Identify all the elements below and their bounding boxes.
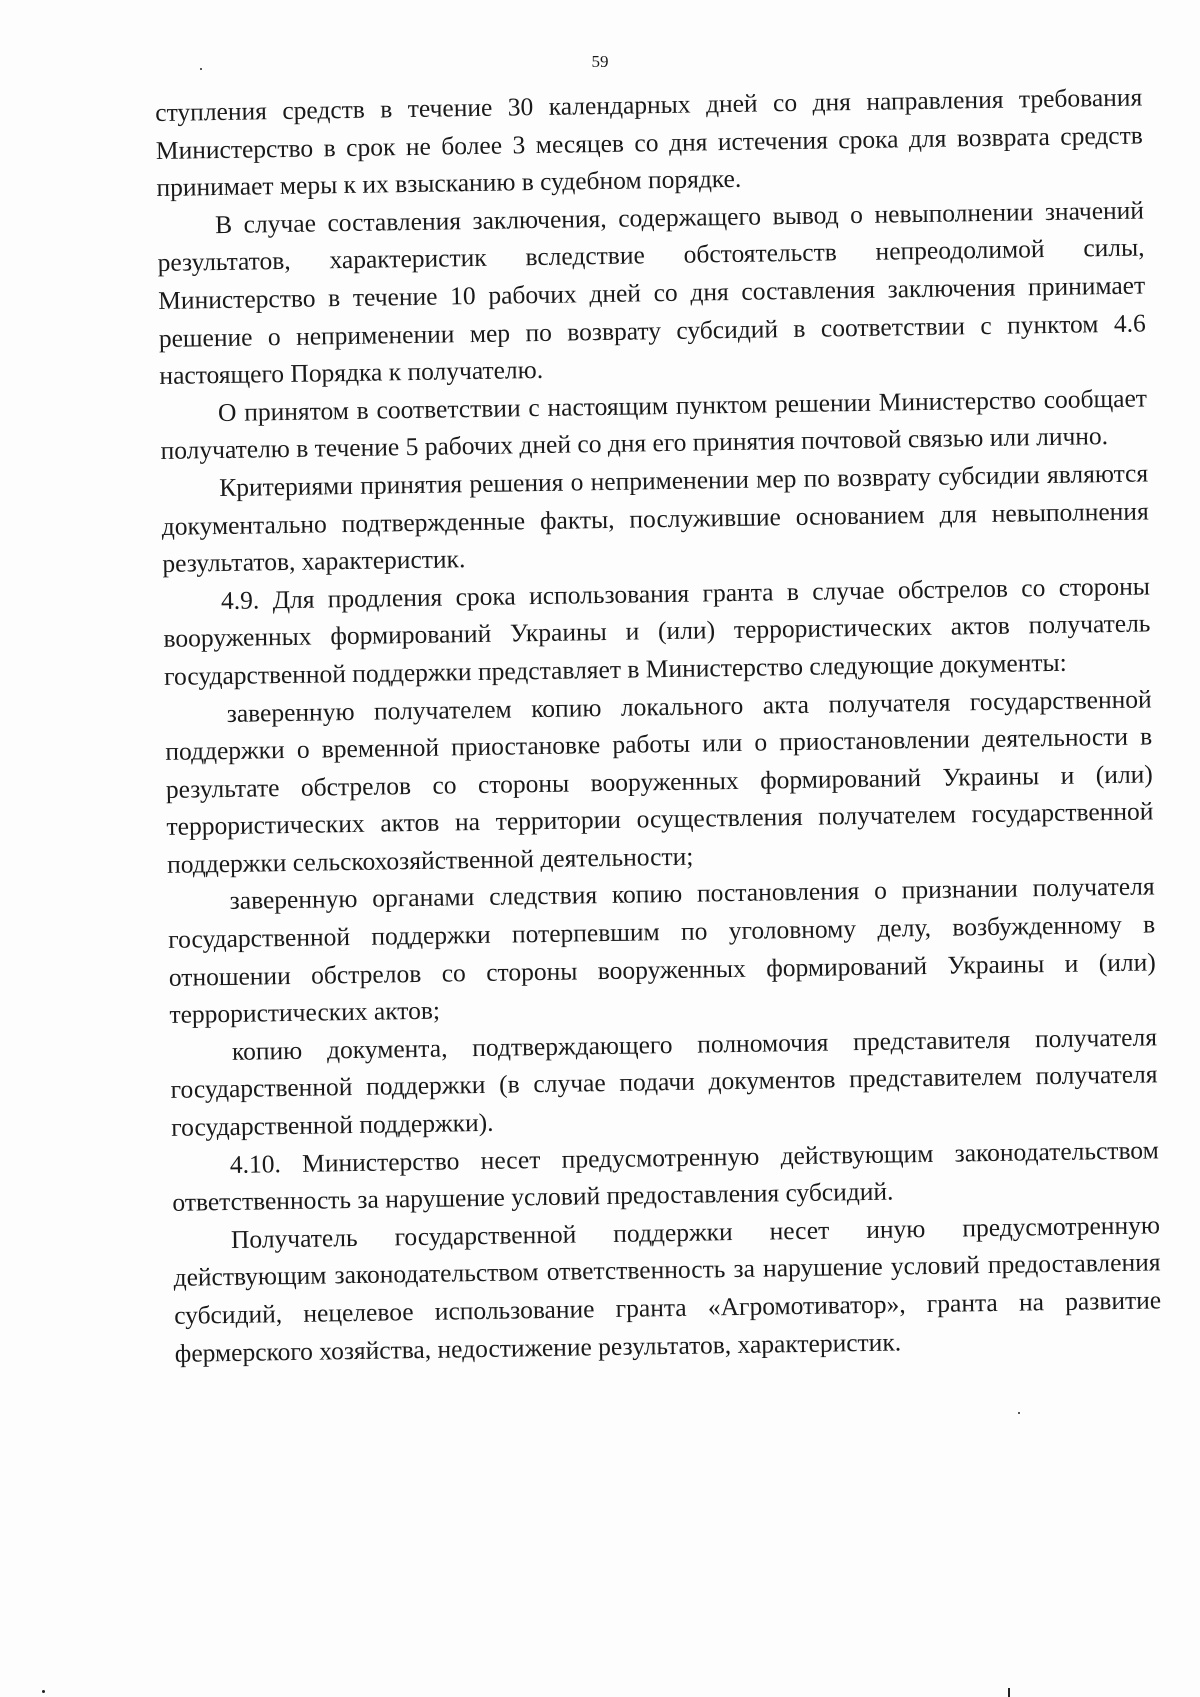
paragraph-4-9: 4.9. Для продления срока использования гранта в случае обстрелов со стороны вооруженных формирований Украины и (или) террористических актов получатель государственной поддержки представляет в Министерство следующие документы: bbox=[163, 571, 1151, 691]
paragraph-criteria: Критериями принятия решения о неприменении мер по возврату субсидии являются документально подтвержденные факты, послужившие основанием для невыполнения результатов, характеристик. bbox=[161, 458, 1149, 579]
page-number: 59 bbox=[591, 52, 609, 71]
list-item-local-act: заверенную получателем копию локального акта получателя государственной поддержки о временной приостановке работы или о приостановлении деятельности в результате обстрелов со стороны вооруженных формирований Украины и (или) террористических актов на территории осуществления получателем государственной поддержки сельскохозяйственной деятельности; bbox=[165, 683, 1154, 879]
paragraph-continuation: ступления средств в течение 30 календарных дней со дня направления требования Министерство в срок не более 3 месяцев со дня истечения срока для возврата средств принимает меры к их взысканию в судебном порядке. bbox=[155, 82, 1143, 203]
document-body bbox=[155, 78, 1162, 1372]
scan-speck bbox=[42, 1690, 45, 1693]
paragraph-4-10: 4.10. Министерство несет предусмотренную действующим законодательством ответственность за нарушение условий предоставления субсидий. bbox=[172, 1134, 1159, 1218]
list-item-investigation-copy: заверенную органами следствия копию постановления о признании получателя государственной поддержки потерпевшим по уголовному делу, возбужденному в отношении обстрелов со стороны вооруженных формирований Украины и (или) террористических актов; bbox=[168, 871, 1156, 1030]
paragraph-notification: О принятом в соответствии с настоящим пунктом решении Министерство сообщает получателю в течение 5 рабочих дней со дня его принятия почтовой связью или лично. bbox=[160, 383, 1148, 466]
paragraph-force-majeure: В случае составления заключения, содержащего вывод о невыполнении значений результатов, характеристик вследствие обстоятельств непреодолимой силы, Министерство в течение 10 рабочих дней со дня составления заключения принимает решение о неприменении мер по возврату субсидий в соответствии с пунктом 4.6 настоящего Порядка к получателю. bbox=[157, 195, 1146, 391]
scan-speck bbox=[1018, 1412, 1020, 1414]
scan-speck bbox=[1008, 1688, 1010, 1697]
paragraph-recipient-liability: Получатель государственной поддержки несет иную предусмотренную действующим законодательством ответственность за нарушение условий предоставления субсидий, нецелевое использование гранта «Агромотиватор», гранта на развитие фермерского хозяйства, недостижение результатов, характеристик. bbox=[173, 1210, 1162, 1368]
list-item-authority-document: копию документа, подтверждающего полномочия представителя получателя государственной поддержки (в случае подачи документов представителем получателя государственной поддержки). bbox=[170, 1022, 1158, 1142]
scan-speck bbox=[200, 68, 202, 70]
